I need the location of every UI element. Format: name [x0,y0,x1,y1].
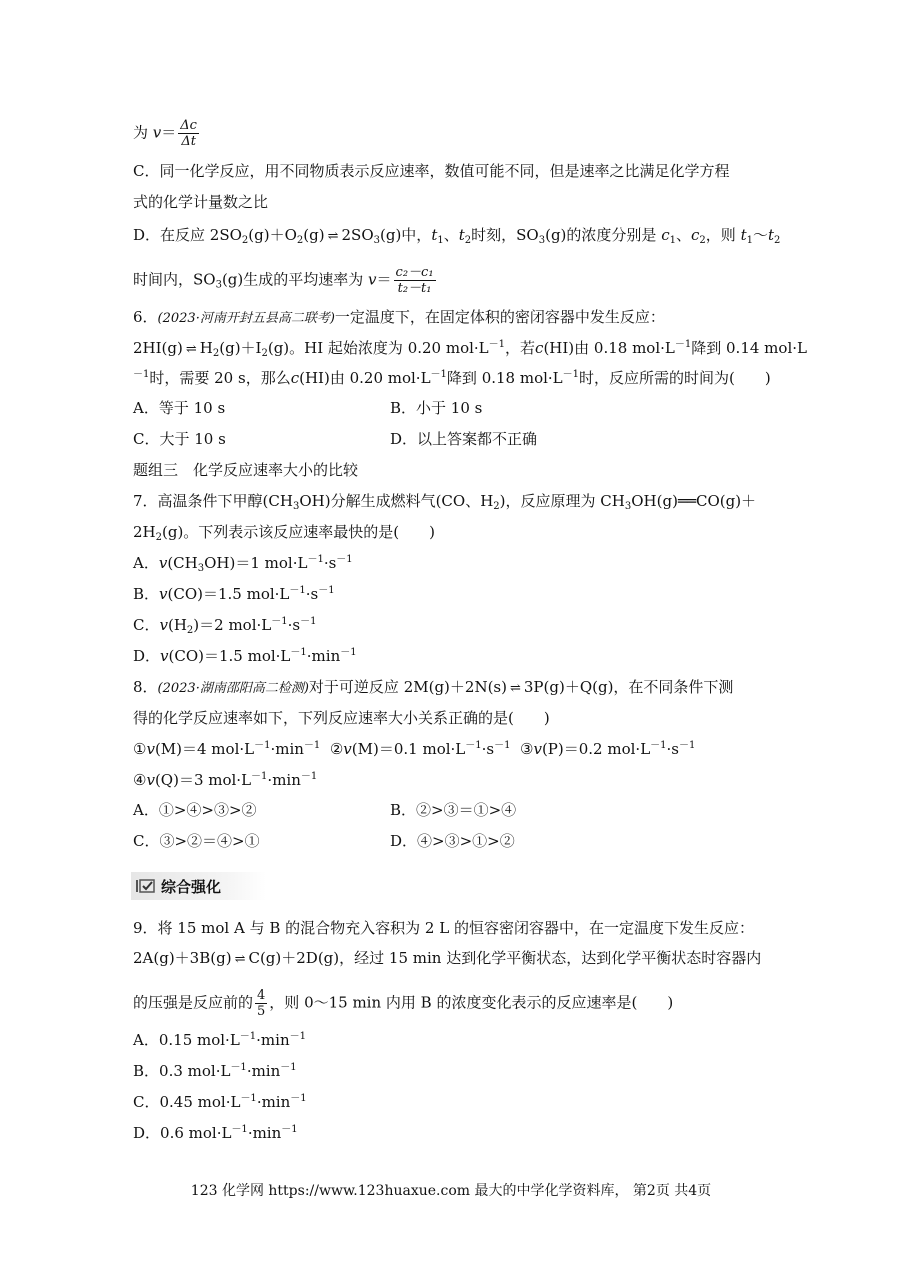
question-6-option-d: D．以上答案都不正确 [390,430,538,448]
prev-option-d-line2: 时间内，$SO_3(g)$生成的平均速率为 v＝ $\frac{\text{c₂－c₁}}{\text{t₂－t₁}}$ [133,265,434,296]
reversible-arrow-icon: ⇌ [234,952,246,967]
question-7-option-c: C．$v(H_2)=2$ $mol\cdot L^{-1}\cdot s^{-1}$ [133,616,317,636]
reversible-arrow-icon: ⇌ [509,681,521,696]
question-6-option-a: A．等于 10 s [133,399,226,417]
question-6-option-b: B．小于 10 s [390,399,483,417]
question-6-line3: $^{-1}$时，需要 20 s，那么c(HI)由 0.20 $mol\cdot L^{-1}$降到 0.18 $mol\cdot L^{-1}$时，反应所需的时间为( ) [133,369,771,387]
fraction-rate: $\frac{\text{c₂－c₁}}{\text{t₂－t₁}}$ [395,265,434,296]
prev-option-b-formula: 为 v＝ $\frac{\Delta c}{\Delta t}$ [133,118,197,149]
question-8-line1: 8．(2023·湖南邵阳高二检测)对于可逆反应 2M(g)＋2N(s) ⇌ 3P(g)＋Q(g)，在不同条件下测 [133,677,733,699]
question-7-line2: $2H_2(g)$。下列表示该反应速率最快的是( ) [133,523,436,543]
checklist-icon [135,878,157,894]
question-7-line1: 7．高温条件下甲醇$(CH_3OH)$分解生成燃料气(CO、$H_2$)，反应原理为 $CH_3OH(g)══CO(g)+$ [133,492,757,512]
question-6-line1: 6．(2023·河南开封五县高二联考)一定温度下，在固定体积的密闭容器中发生反应： [133,308,665,326]
question-8-rates-line2: ④v(Q)＝3 $mol\cdot L^{-1}\cdot\min^{-1}$ [133,771,318,789]
prev-option-c-line2: 式的化学计量数之比 [133,193,269,211]
question-9-option-d: D．0.6 $mol\cdot L^{-1}\cdot\min^{-1}$ [133,1124,298,1142]
question-6-line2: 2HI(g) ⇌ $H_2(g)+I_2(g)$。HI 起始浓度为 0.20 $mol\cdot L^{-1}$，若c(HI)由 0.18 $mol\cdot L^{-1}$降到 0.14 mol·L [133,339,807,359]
question-7-option-a: A．$v(CH_3OH)=1$ $mol\cdot L^{-1}\cdot s^{-1}$ [133,554,353,574]
fraction-delta-c-delta-t: $\frac{\Delta c}{\Delta t}$ [180,118,197,149]
question-9-option-b: B．0.3 $mol\cdot L^{-1}\cdot\min^{-1}$ [133,1062,297,1080]
page-footer: 123 化学网 https://www.123huaxue.com 最大的中学化学资料库， 第2页 共4页 [190,1183,712,1199]
section-header [131,872,266,900]
question-9-line3: 的压强是反应前的 $\frac{4}{5}$ ，则 0～15 min 内用 B 的浓度变化表示的反应速率是( ) [133,988,674,1019]
question-9-option-c: C．0.45 $mol\cdot L^{-1}\cdot\min^{-1}$ [133,1093,307,1111]
question-7-option-b: B．v(CO)＝1.5 $mol\cdot L^{-1}\cdot s^{-1}$ [133,585,335,603]
prev-option-d-line1: D．在反应 $2SO_2(g)+O_2(g)$ ⇌ $2SO_3(g)$中，$t_1$、$t_2$时刻，$SO_3(g)$的浓度分别是 $c_1$、$c_2$，则 $t_1\sim t_2$ [133,226,781,246]
question-8-option-d: D．④>③>①>② [390,832,515,850]
question-9-option-a: A．0.15 $mol\cdot L^{-1}\cdot\min^{-1}$ [133,1031,306,1049]
question-6-option-c: C．大于 10 s [133,430,226,448]
reversible-arrow-icon: ⇌ [185,342,197,357]
question-8-rates-line1: ①v(M)＝4 $mol\cdot L^{-1}\cdot\min^{-1}$ ②v(M)＝0.1 $mol\cdot L^{-1}\cdot s^{-1}$ ③v(P)＝0.2 $mol\cdot L^{-1}\cdot s^{-1}$ [133,740,696,758]
question-9-line2: 2A(g)＋3B(g) ⇌ C(g)＋2D(g)，经过 15 min 达到化学平衡状态，达到化学平衡状态时容器内 [133,948,761,970]
reversible-arrow-icon: ⇌ [327,229,339,244]
prev-option-c-line1: C．同一化学反应，用不同物质表示反应速率，数值可能不同，但是速率之比满足化学方程 [133,162,730,180]
question-8-option-c: C．③>②＝④>① [133,832,260,850]
section-title: 综合强化 [161,878,222,896]
question-8-option-a: A．①>④>③>② [133,801,257,819]
fraction-four-fifths: $\frac{4}{5}$ [257,988,266,1019]
group-3-heading: 题组三 化学反应速率大小的比较 [133,461,359,479]
question-7-option-d: D．v(CO)＝1.5 $mol\cdot L^{-1}\cdot\min^{-1}$ [133,647,357,665]
question-8-line2: 得的化学反应速率如下，下列反应速率大小关系正确的是( ) [133,709,550,727]
question-8-option-b: B．②>③＝①>④ [390,801,517,819]
question-9-line1: 9．将 15 mol A 与 B 的混合物充入容积为 2 L 的恒容密闭容器中，在一定温度下发生反应： [133,919,754,937]
